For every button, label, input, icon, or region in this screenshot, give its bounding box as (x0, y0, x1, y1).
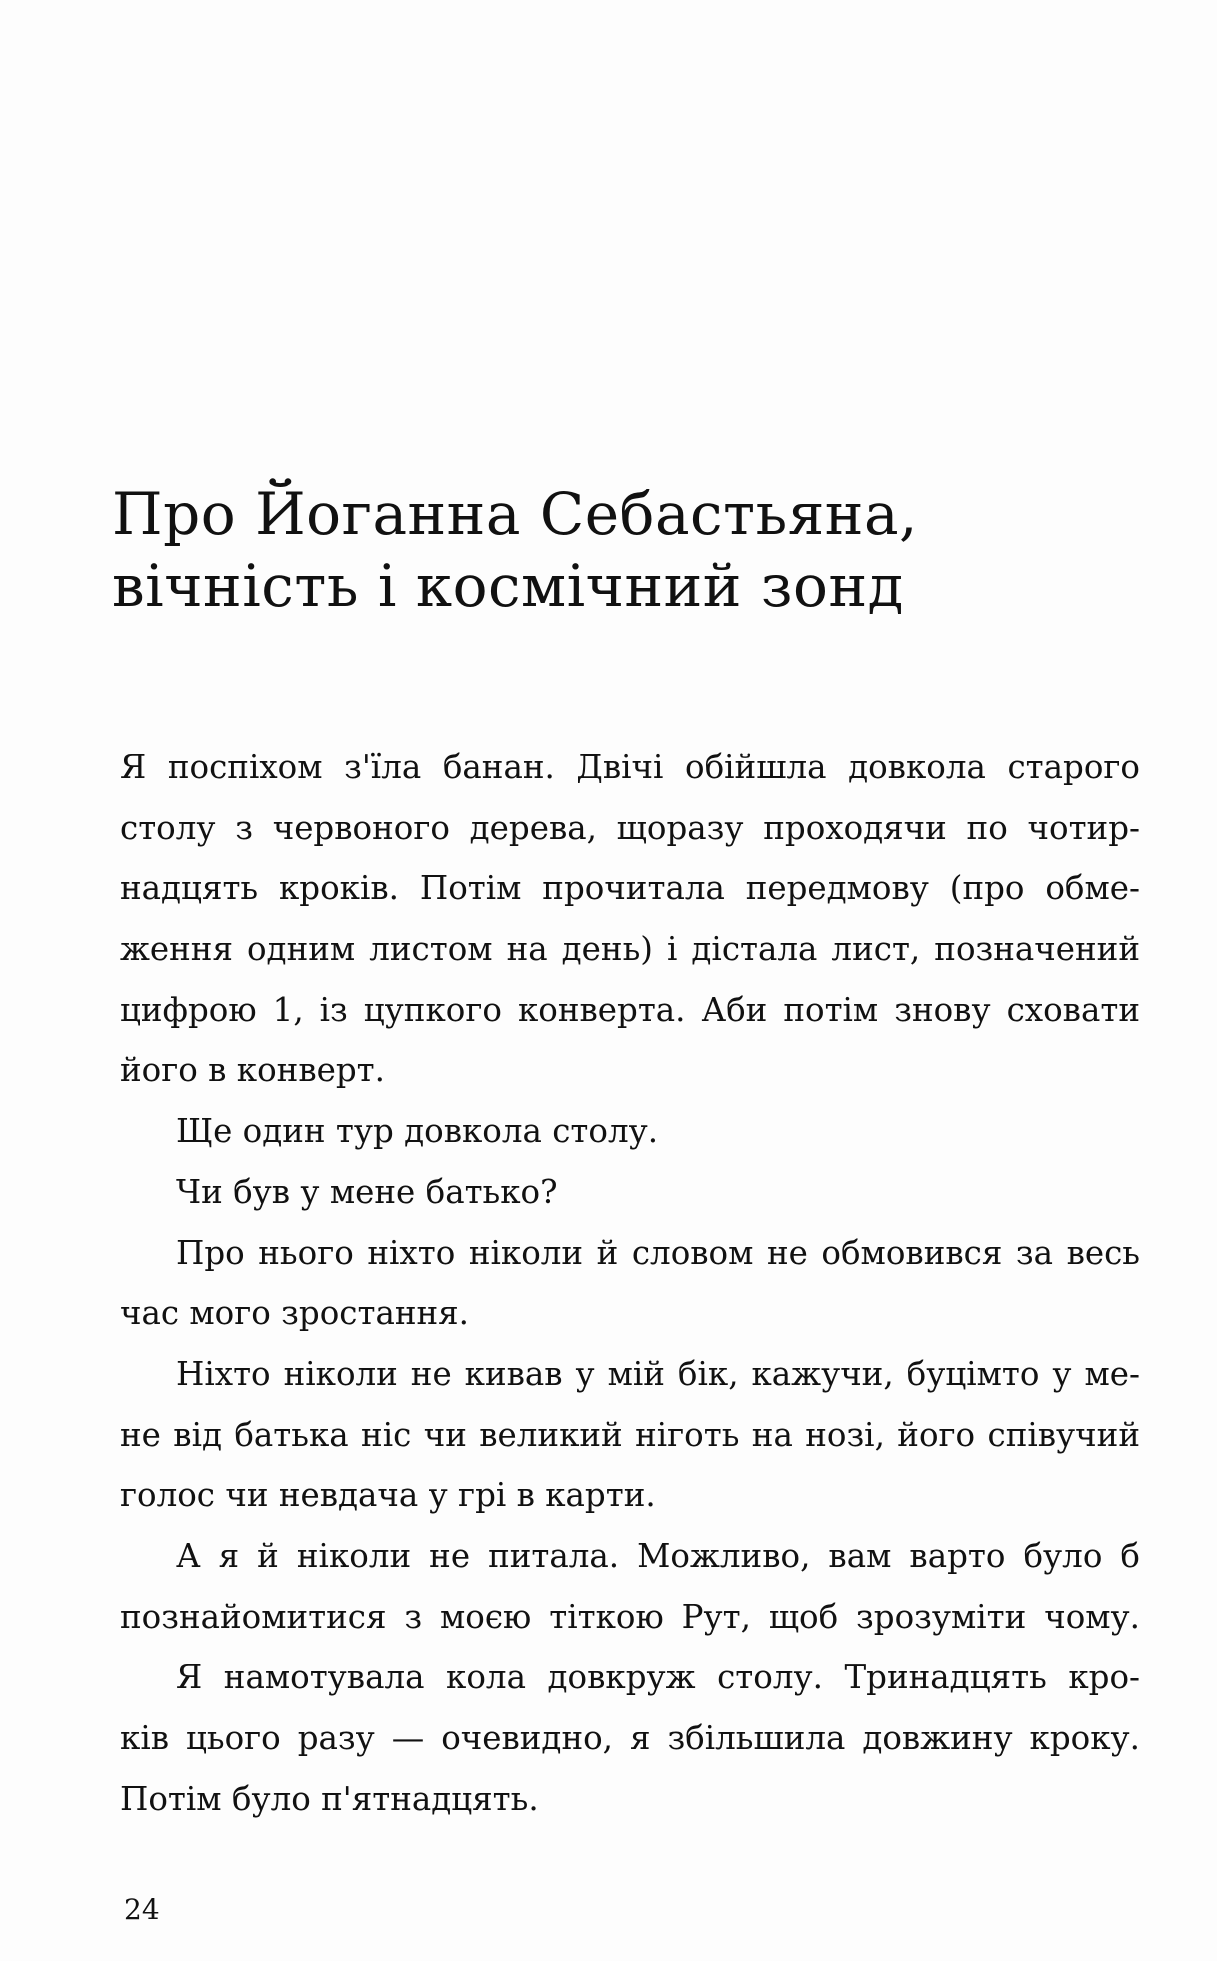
text-line: А я й ніколи не питала. Можливо, вам варто було б (176, 1536, 1140, 1575)
text-line: не від батька ніс чи великий ніготь на нозі, його співучий (120, 1415, 1140, 1454)
text-line: Я намотувала кола довкруж столу. Тринадцять кро- (176, 1658, 1140, 1697)
text-line: Про нього ніхто ніколи й словом не обмовився за весь (176, 1233, 1140, 1272)
text-line: столу з червоного дерева, щоразу проходячи по чотир- (120, 808, 1140, 847)
text-line: Ще один тур довкола столу. (176, 1112, 659, 1151)
text-line: ків цього разу — очевидно, я збільшила довжину кроку. (120, 1719, 1140, 1757)
text-line: час мого зростання. (120, 1294, 469, 1333)
chapter-title (112, 478, 918, 622)
page-number: 24 (124, 1893, 160, 1926)
text-line: цифрою 1, із цупкого конверта. Аби потім знову сховати (120, 990, 1140, 1029)
text-line: Чи був у мене батько? (176, 1172, 558, 1211)
text-line: Потім було п'ятнадцять. (120, 1779, 539, 1818)
text-line: надцять кроків. Потім прочитала передмову (про обме- (120, 869, 1140, 908)
text-line: ження одним листом на день) і дістала лист, позначений (120, 930, 1140, 969)
text-line: Ніхто ніколи не кивав у мій бік, кажучи, буцімто у ме- (176, 1354, 1140, 1393)
text-line: голос чи невдача у грі в карти. (120, 1476, 656, 1515)
body-text (120, 737, 1140, 1829)
text-line: познайомитися з моєю тіткою Рут, щоб зрозуміти чому. (120, 1597, 1140, 1636)
text-line: Я поспіхом з'їла банан. Двічі обійшла довкола старого (120, 748, 1140, 786)
chapter-title-line-2: вічність і космічний зонд (112, 552, 904, 620)
text-line: його в конверт. (120, 1051, 385, 1090)
chapter-title-line-1: Про Йоганна Себастьяна, (112, 480, 918, 548)
